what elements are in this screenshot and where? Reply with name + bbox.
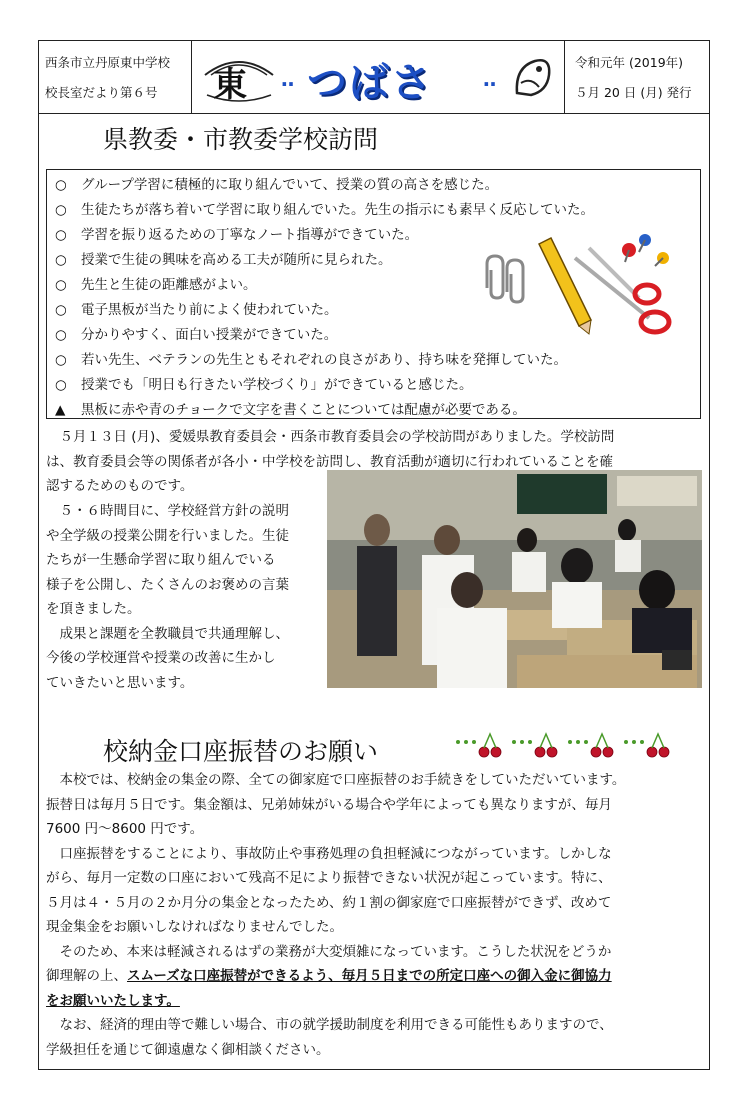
account-transfer-paragraph — [46, 768, 625, 1062]
bullet-text: 分かりやすく、面白い授業ができていた。 — [81, 327, 338, 343]
text-line: 口座振替をすることにより、事故防止や事務処理の負担軽減につながっています。しかしな — [46, 845, 612, 862]
list-item — [55, 248, 392, 268]
list-item — [55, 223, 418, 243]
newsletter-number: 校長室だより第６号 — [45, 85, 158, 100]
bullet-text: グループ学習に積極的に取り組んでいて、授業の質の高さを感じた。 — [81, 177, 499, 193]
bullet-mark: ○ — [55, 277, 67, 293]
bullet-mark: ▲ — [55, 402, 66, 418]
text-line: たちが一生懸命学習に取り組んでいる — [46, 552, 276, 568]
text-line: 振替日は毎月５日です。集金額は、兄弟姉妹がいる場合や学年によっても異なりますが、毎月 — [46, 796, 612, 813]
text-line: 学級担任を通じて御遠慮なく御相談ください。 — [46, 1041, 330, 1058]
text-line: ５・６時間目に、学校経営方針の説明 — [46, 503, 289, 519]
logo-dots-right: ‥ — [483, 67, 497, 91]
text-line: ５月は４・５月の２か月分の集金となったため、約１割の御家庭で口座振替ができず、改めて — [46, 894, 612, 911]
text-line: 7600 円～8600 円です。 — [46, 821, 204, 837]
text-line: なお、経済的理由等で難しい場合、市の就学援助制度を利用できる可能性もありますので、 — [46, 1017, 613, 1033]
logo-title: つばさ — [307, 60, 433, 106]
bullet-text: 電子黒板が当たり前によく使われていた。 — [81, 302, 338, 318]
text-line: 今後の学校運営や授業の改善に生かし — [46, 650, 276, 666]
text-line: ていきたいと思います。 — [46, 674, 194, 691]
list-item — [55, 323, 337, 343]
text-line: 本校では、校納金の集金の際、全ての御家庭で口座振替のお手続きをしていただいています。 — [46, 772, 626, 788]
text-line: を頂きました。 — [46, 601, 141, 617]
logo-higashi: 東 — [213, 65, 247, 105]
bullet-mark: ○ — [55, 252, 67, 268]
masthead-right — [564, 41, 709, 113]
bullet-text: 先生と生徒の距離感がよい。 — [81, 277, 257, 293]
text-line: 様子を公開し、たくさんのお褒めの言葉 — [46, 576, 289, 593]
text-line: そのため、本来は軽減されるはずの業務が大変煩雑になっています。こうした状況をどうか — [46, 943, 612, 960]
text-line — [46, 989, 625, 1014]
bullet-text: 生徒たちが落ち着いて学習に取り組んでいた。先生の指示にも素早く反応していた。 — [81, 202, 594, 218]
visit-paragraph — [46, 499, 289, 695]
list-item — [55, 173, 498, 193]
emphasis-request: スムーズな口座振替ができるよう、毎月５日までの所定口座への御入金に御協力 — [127, 968, 612, 984]
list-item — [55, 273, 257, 293]
bullet-mark: ○ — [55, 377, 67, 393]
text-line: ５月１３日 (月)、愛媛県教育委員会・西条市教育委員会の学校訪問がありました。学校訪問 — [46, 429, 615, 445]
text-line: や全学級の授業公開を行いました。生徒 — [46, 527, 289, 544]
list-item — [55, 298, 338, 318]
text-line: 成果と課題を全教職員で共通理解し、 — [46, 625, 289, 642]
bird-mascot-icon — [511, 53, 555, 101]
bullet-mark: ○ — [55, 177, 67, 193]
emphasis-request-end: をお願いいたします。 — [46, 992, 180, 1009]
bullet-mark: ○ — [55, 327, 67, 343]
text-line: は、教育委員会等の関係者が各小・中学校を訪問し、教育活動が適切に行われていることを確 — [46, 453, 613, 470]
masthead-left — [39, 41, 192, 113]
text-line: がら、毎月一定数の口座において残高不足により振替できない状況が起こっています。特に、 — [46, 870, 612, 886]
text-line — [46, 964, 625, 989]
bullet-mark: ○ — [55, 352, 67, 368]
issue-date: ５月 20 日 (月) 発行 — [575, 85, 692, 100]
cherry-divider-icon — [452, 728, 702, 762]
bullet-mark: ○ — [55, 202, 67, 218]
masthead — [39, 41, 709, 114]
bullet-text: 授業でも「明日も行きたい学校づくり」ができていると感じた。 — [81, 377, 473, 393]
classroom-photo-image — [327, 470, 702, 688]
classroom-photo — [327, 470, 702, 688]
bullet-mark: ○ — [55, 302, 67, 318]
bullet-mark: ○ — [55, 227, 67, 243]
logo-dots-left: ‥ — [281, 67, 295, 91]
masthead-logo — [199, 45, 559, 109]
text-line: 認するためのものです。 — [46, 478, 194, 494]
list-item — [55, 373, 473, 393]
era-date: 令和元年 (2019年) — [575, 55, 684, 70]
stationery-clipart-icon — [479, 228, 679, 338]
list-item — [55, 198, 594, 218]
text-segment: 御理解の上、 — [46, 968, 127, 984]
bullet-text: 黒板に赤や青のチョークで文字を書くことについては配慮が必要である。 — [81, 402, 526, 418]
bullet-text: 若い先生、ベテランの先生ともそれぞれの良さがあり、持ち味を発揮していた。 — [81, 352, 567, 368]
bullet-text: 学習を振り返るための丁寧なノート指導ができていた。 — [81, 227, 419, 243]
text-line: 現金集金をお願いしなければなりませんでした。 — [46, 919, 343, 935]
school-name: 西条市立丹原東中学校 — [45, 55, 171, 70]
bullet-text: 授業で生徒の興味を高める工夫が随所に見られた。 — [81, 252, 392, 268]
evaluation-box — [46, 169, 701, 419]
section1-title: 県教委・市教委学校訪問 — [103, 125, 379, 154]
list-item — [55, 398, 526, 418]
section2-title: 校納金口座振替のお願い — [103, 737, 379, 766]
list-item — [55, 348, 567, 368]
